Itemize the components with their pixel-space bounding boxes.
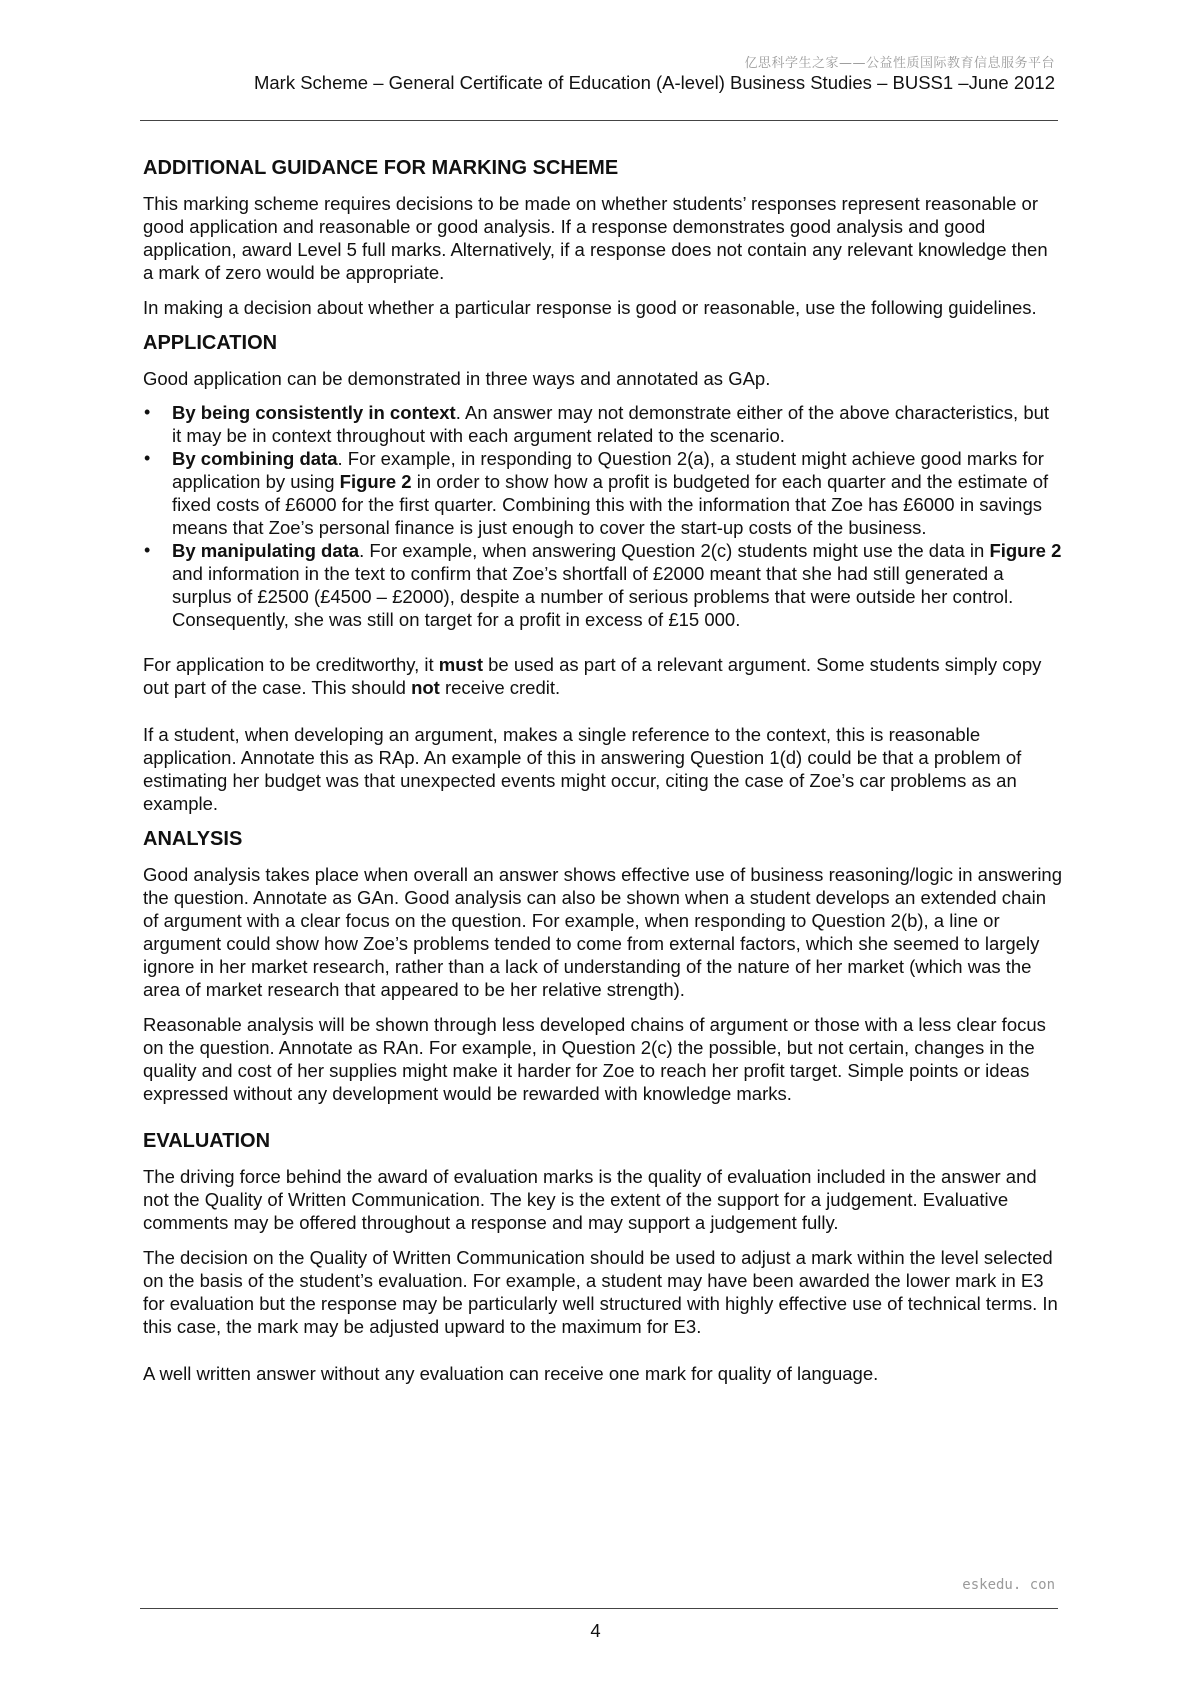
creditworthy-paragraph: [143, 653, 1063, 699]
figure-reference: Figure 2: [339, 471, 412, 492]
additional-guidance-paragraph-2: In making a decision about whether a particular response is good or reasonable, use the following guidelines.: [143, 297, 1037, 318]
bullet-consistently-in-context: [143, 401, 1063, 447]
bullet-combining-data: [143, 447, 1063, 539]
analysis-heading: ANALYSIS: [143, 828, 243, 850]
bullet-manipulating-data: [143, 539, 1063, 631]
creditworthy-text: be used as part of a relevant argument. Some students simply copy out part of the case. This should: [143, 654, 1042, 698]
page-number: 4: [590, 1620, 601, 1641]
bullet-text: . An answer may not demonstrate either of the above characteristics, but it may be in context throughout with each argument related to the scenario.: [172, 402, 1050, 446]
creditworthy-text: For application to be creditworthy, it: [143, 654, 439, 675]
not-emphasis: not: [411, 677, 440, 698]
additional-guidance-paragraph-1: This marking scheme requires decisions to be made on whether students’ responses represent reasonable or good application and reasonable or good analysis. If a response demonstrates good analysis and good application, award Level 5 full marks. Alternatively, if a response does not contain any relevant knowledge then a mark of zero would be appropriate.: [143, 193, 1048, 283]
bullet-text: and information in the text to confirm that Zoe’s shortfall of £2000 meant that she had still generated a surplus of £2500 (£4500 – £2000), despite a number of serious problems that were outside her control. Consequently, she was still on target for a profit in excess of £15 000.: [172, 563, 1014, 630]
evaluation-heading: EVALUATION: [143, 1130, 271, 1152]
header-rule: [140, 120, 1058, 121]
analysis-paragraph-1: Good analysis takes place when overall an answer shows effective use of business reasoning/logic in answering the question. Annotate as GAn. Good analysis can also be shown when a student develops an extended chain of argument with a clear focus on the question. For example, when responding to Question 2(b), a line or argument could show how Zoe’s problems tended to come from external factors, which she seemed to largely ignore in her market research, rather than a lack of understanding of the nature of her market (which was the area of market research that appeared to be her relative strength).: [143, 864, 1063, 1000]
footer-rule: [140, 1608, 1058, 1609]
bullet-lead: By combining data: [172, 448, 338, 469]
header-watermark: 亿思科学生之家——公益性质国际教育信息服务平台: [744, 56, 1055, 71]
reasonable-application-paragraph: If a student, when developing an argument, makes a single reference to the context, this is reasonable application. Annotate this as RAp. An example of this in answering Question 1(d) could be that a problem of estimating her budget was that unexpected events might occur, citing the case of Zoe’s car problems as an example.: [143, 724, 1022, 814]
must-emphasis: must: [438, 654, 483, 675]
additional-guidance-heading: ADDITIONAL GUIDANCE FOR MARKING SCHEME: [143, 157, 619, 179]
bullet-text: in order to show how a profit is budgeted for each quarter and the estimate of fixed costs of £6000 for the first quarter. Combining this with the information that Zoe has £6000 in savings means that Zoe’s personal finance is just enough to cover the start-up costs of the business.: [172, 471, 1049, 538]
bullet-lead: By being consistently in context: [172, 402, 456, 423]
evaluation-paragraph-2: The decision on the Quality of Written Communication should be used to adjust a mark within the level selected on the basis of the student’s evaluation. For example, a student may have been awarded the lower mark in E3 for evaluation but the response may be particularly well structured with highly effective use of technical terms. In this case, the mark may be adjusted upward to the maximum for E3.: [143, 1247, 1058, 1337]
footer-watermark: eskedu. con: [962, 1577, 1055, 1593]
bullet-lead: By manipulating data: [172, 540, 360, 561]
bullet-text: . For example, in responding to Question 2(a), a student might achieve good marks for application by using: [172, 448, 1044, 492]
header-title: Mark Scheme – General Certificate of Education (A-level) Business Studies – BUSS1 –June 2012: [253, 72, 1055, 93]
bullet-text: . For example, when answering Question 2(c) students might use the data in: [359, 540, 990, 561]
application-bullet-list: [143, 401, 1063, 631]
evaluation-paragraph-3: A well written answer without any evaluation can receive one mark for quality of language.: [143, 1363, 879, 1384]
evaluation-paragraph-1: The driving force behind the award of evaluation marks is the quality of evaluation included in the answer and not the Quality of Written Communication. The key is the extent of the support for a judgement. Evaluative comments may be offered throughout a response and may support a judgement fully.: [143, 1166, 1037, 1233]
page-content: [143, 156, 1063, 1397]
figure-reference: Figure 2: [989, 540, 1062, 561]
creditworthy-text: receive credit.: [439, 677, 561, 698]
application-heading: APPLICATION: [143, 332, 278, 354]
application-intro: Good application can be demonstrated in three ways and annotated as GAp.: [143, 368, 771, 389]
analysis-paragraph-2: Reasonable analysis will be shown through less developed chains of argument or those with a less clear focus on the question. Annotate as RAn. For example, in Question 2(c) the possible, but not certain, changes in the quality and cost of her supplies might make it harder for Zoe to reach her profit target. Simple points or ideas expressed without any development would be rewarded with knowledge marks.: [143, 1014, 1046, 1104]
